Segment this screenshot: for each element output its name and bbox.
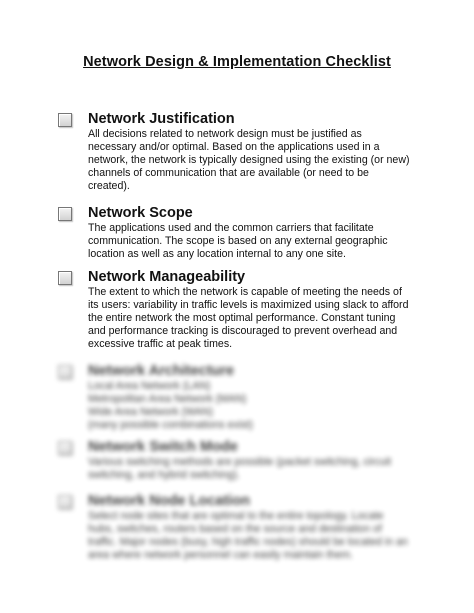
description-line: The applications used and the common carriers that facilitate [88,222,374,234]
checkbox-icon[interactable] [58,441,72,455]
checklist-item-body [88,204,440,261]
checklist-item-body [88,362,440,432]
description-line: traffic. Major nodes (busy, high traffic nodes) should be located in an [88,536,408,548]
description-line: created). [88,180,130,192]
checklist-item-description [88,222,440,261]
checklist-item-heading: Network Scope [88,205,193,221]
description-line: The extent to which the network is capable of meeting the needs of [88,286,402,298]
description-line: necessary and/or optimal. Based on the applications used in a [88,141,380,153]
checklist-item-body [88,268,440,351]
description-line: excessive traffic at peak times. [88,338,233,350]
checklist-item-description [88,510,440,562]
checklist-item-body [88,438,440,482]
checklist-item-body [88,492,440,562]
checklist-item-body [88,110,440,193]
description-line: and performance tracking is discouraged to prevent overhead and [88,325,398,337]
description-line: hubs, switches, routers based on the source and destination of [88,523,382,535]
description-line: Wide Area Network (WAN) [88,406,213,418]
checklist-item-heading: Network Node Location [88,493,250,509]
checklist-item-heading: Network Architecture [88,363,235,379]
checkbox-icon[interactable] [58,113,72,127]
checklist-item-heading: Network Manageability [88,269,246,285]
checkbox-icon[interactable] [58,495,72,509]
document-title: Network Design & Implementation Checklist [83,54,391,70]
description-line: channels of communication that are available (or need to be [88,167,369,179]
description-line: its users: variability in traffic levels is maximized using slack to afford [88,299,409,311]
description-line: (many possible combinations exist) [88,419,253,431]
description-line: Various switching methods are possible (packet switching, circuit [88,456,392,468]
description-line: switching, and hybrid switching). [88,469,240,481]
checklist-item-description [88,380,440,432]
description-line: Metropolitan Area Network (MAN) [88,393,247,405]
checkbox-icon[interactable] [58,365,72,379]
description-line: area where network personnel can easily maintain them. [88,549,353,561]
checklist-item-description [88,286,440,351]
checklist-item-heading: Network Justification [88,111,235,127]
checkbox-icon[interactable] [58,207,72,221]
checklist-item-heading: Network Switch Mode [88,439,238,455]
checklist-item-description [88,128,440,193]
description-line: the entire network the most optimal performance. Constant tuning [88,312,396,324]
description-line: location as well as any location internal to any one site. [88,248,346,260]
checklist-item-description [88,456,440,482]
description-line: Local Area Network (LAN) [88,380,211,392]
checkbox-icon[interactable] [58,271,72,285]
description-line: network, the network is typically designed using the existing (or new) [88,154,410,166]
description-line: communication. The scope is based on any external geographic [88,235,388,247]
description-line: All decisions related to network design must be justified as [88,128,362,140]
description-line: Select node sites that are optimal to the entire topology. Locate [88,510,384,522]
